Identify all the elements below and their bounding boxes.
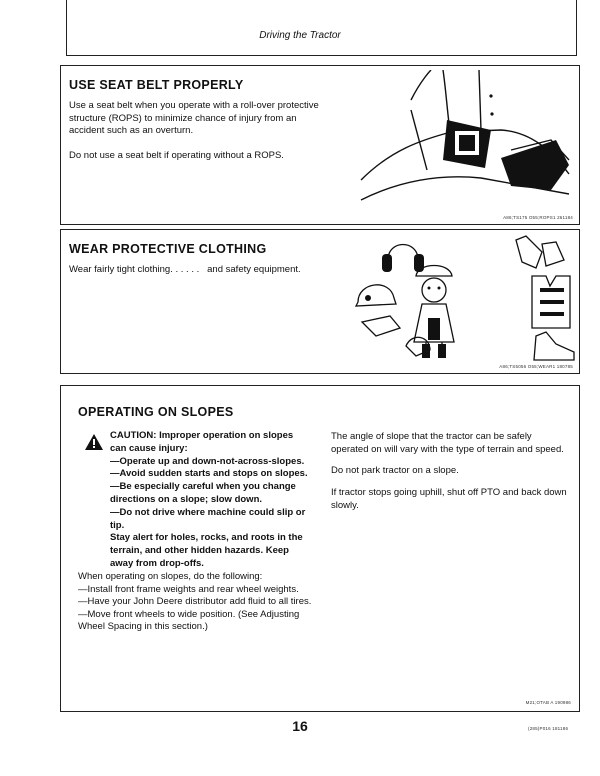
seat-belt-title: USE SEAT BELT PROPERLY: [69, 78, 244, 92]
caution-line: directions on a slope; slow down.: [110, 493, 263, 505]
instruction-line: —Move front wheels to wide position. (See Adjusting: [78, 608, 300, 620]
caution-line: CAUTION: Improper operation on slopes: [110, 430, 294, 441]
slope-instructions: [78, 571, 328, 634]
slopes-section: [60, 385, 580, 712]
seat-belt-illustration: [351, 70, 573, 210]
seat-belt-para2: Do not use a seat belt if operating without a ROPS.: [69, 150, 284, 161]
caution-line: —Operate up and down-not-across-slopes.: [110, 455, 305, 467]
seat-belt-para1: Use a seat belt when you operate with a roll-over protective structure (ROPS) to minimize chance of injury from an accident such as an overturn.: [69, 100, 319, 136]
clothing-para1: Wear fairly tight clothing. . . . . . and safety equipment.: [69, 264, 301, 275]
clothing-ref: A86;TS5056 O55;WEAR1 180785: [499, 364, 573, 369]
safety-equipment-illustration: [346, 232, 576, 362]
no-park-para: Do not park tractor on a slope.: [331, 465, 459, 476]
warning-triangle-icon: [85, 434, 103, 450]
frame-left-top: [66, 0, 67, 56]
slopes-title: OPERATING ON SLOPES: [78, 405, 234, 419]
instruction-line: When operating on slopes, do the following:: [78, 571, 263, 582]
stop-uphill-para: If tractor stops going uphill, shut off PTO and back down slowly.: [331, 487, 567, 511]
clothing-section: [60, 229, 580, 374]
caution-line: tip.: [110, 519, 125, 531]
page-number: 16: [292, 718, 308, 734]
seat-belt-ref: A86;TS175 O55;ROPS1 261184: [503, 215, 573, 220]
running-head: Driving the Tractor: [259, 30, 341, 41]
caution-line: —Be especially careful when you change: [110, 481, 296, 493]
caution-block: [110, 430, 320, 571]
frame-top-rule: [66, 55, 577, 56]
seat-belt-section: [60, 65, 580, 225]
instruction-line: —Have your John Deere distributor add fluid to all tires.: [78, 596, 312, 607]
caution-line: —Avoid sudden starts and stops on slopes.: [110, 468, 308, 480]
caution-line: terrain, and other hidden hazards. Keep: [110, 545, 289, 557]
slope-angle-para: The angle of slope that the tractor can be safely operated on will vary with the type of terrain and speed.: [331, 431, 564, 455]
instruction-line: —Install front frame weights and rear wheel weights.: [78, 583, 299, 595]
instruction-line: Wheel Spacing in this section.): [78, 621, 208, 632]
clothing-title: WEAR PROTECTIVE CLOTHING: [69, 242, 267, 256]
caution-line: away from drop-offs.: [110, 557, 204, 569]
caution-line: can cause injury:: [110, 442, 188, 454]
footer-ref: (285)P016 181186: [528, 726, 569, 731]
caution-line: —Do not drive where machine could slip or: [110, 506, 306, 518]
caution-line: Stay alert for holes, rocks, and roots in the: [110, 532, 303, 544]
frame-right-top: [576, 0, 577, 56]
slopes-ref: M21;OTAB A 190986: [525, 700, 571, 705]
